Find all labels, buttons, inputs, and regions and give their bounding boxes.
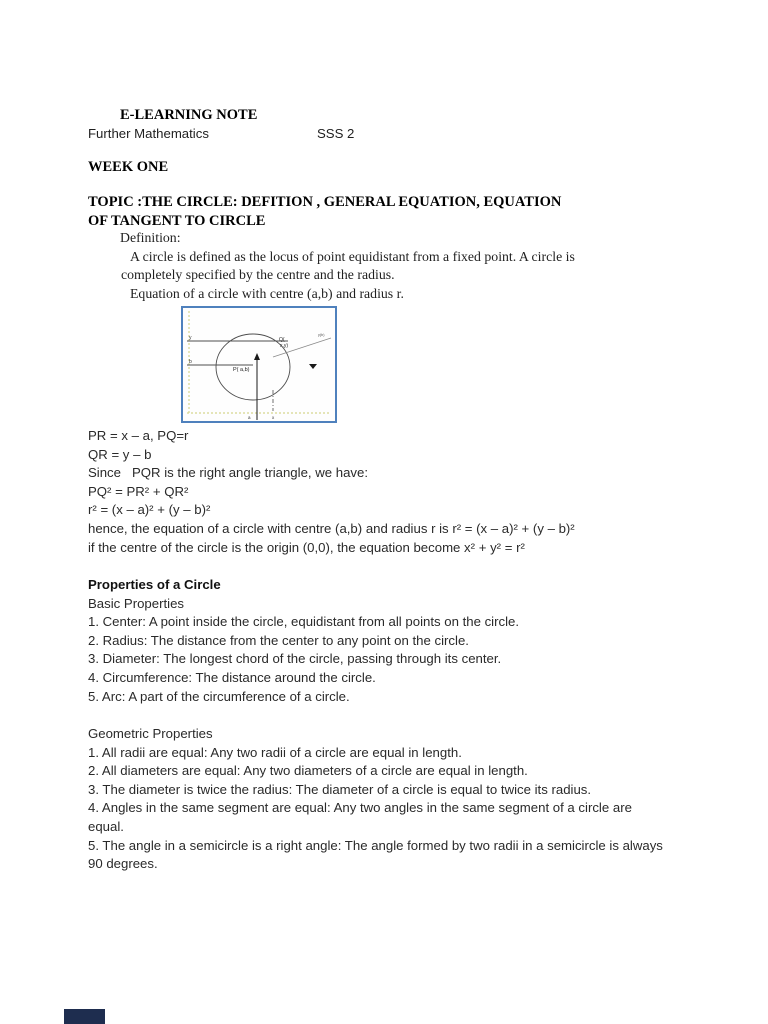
label-edge: y(b) xyxy=(318,333,325,337)
definition-text-line-1: A circle is defined as the locus of point equidistant from a fixed point. A circle is xyxy=(130,249,575,264)
geometric-properties-section xyxy=(88,725,670,874)
derivation-line: if the centre of the circle is the origin (0,0), the equation become x² + y² = r² xyxy=(88,539,525,555)
definition-text-line-2: completely specified by the centre and the radius. xyxy=(121,267,395,282)
topic-line-1: TOPIC :THE CIRCLE: DEFITION , GENERAL EQUATION, EQUATION xyxy=(88,194,562,210)
list-item: 3. The diameter is twice the radius: The diameter of a circle is equal to twice its radius. xyxy=(88,781,592,797)
list-item: 1. All radii are equal: Any two radii of a circle are equal in length. xyxy=(88,744,462,760)
derivation-line: PR = x – a, PQ=r xyxy=(88,428,189,443)
topic-line-2: OF TANGENT TO CIRCLE xyxy=(88,212,266,229)
list-item: 5. The angle in a semicircle is a right angle: The angle formed by two radii in a semicircle is always 90 degrees. xyxy=(88,837,663,872)
pointer-triangle-icon xyxy=(309,364,317,369)
class-level-label: SSS 2 xyxy=(317,126,355,141)
label-q-line2: x,y) xyxy=(280,343,289,349)
derivation-block xyxy=(88,427,688,557)
label-x-tick: x xyxy=(272,415,275,420)
topic-heading xyxy=(88,193,708,230)
subject-label: Further Mathematics xyxy=(88,126,209,141)
derivation-line: hence, the equation of a circle with centre (a,b) and radius r is r² = (x – a)² + (y – b)² xyxy=(88,520,575,536)
derivation-line: QR = y – b xyxy=(88,446,152,462)
basic-properties-section xyxy=(88,576,670,706)
page-title: E-LEARNING NOTE xyxy=(120,107,258,123)
list-item: 5. Arc: A part of the circumference of a circle. xyxy=(88,688,350,704)
list-item: 2. All diameters are equal: Any two diameters of a circle are equal in length. xyxy=(88,763,528,779)
label-center-p: P( a,b) xyxy=(233,367,250,373)
properties-title: Properties of a Circle xyxy=(88,577,221,592)
circle-diagram-svg xyxy=(183,308,335,421)
label-y: y xyxy=(189,335,192,341)
geometric-properties-subtitle: Geometric Properties xyxy=(88,726,213,741)
week-heading: WEEK ONE xyxy=(88,159,169,175)
label-b: b xyxy=(189,359,192,365)
list-item: 4. Circumference: The distance around the circle. xyxy=(88,669,376,685)
circle-diagram xyxy=(181,306,337,423)
label-a-tick: a xyxy=(248,415,251,420)
list-item: 1. Center: A point inside the circle, equidistant from all points on the circle. xyxy=(88,614,520,630)
arrowhead-up-icon xyxy=(254,353,260,360)
derivation-line: PQ² = PR² + QR² xyxy=(88,483,189,499)
circle-shape xyxy=(216,334,290,400)
list-item: 4. Angles in the same segment are equal: Any two angles in the same segment of a circle are equal. xyxy=(88,800,632,834)
definition-label: Definition: xyxy=(120,230,181,245)
list-item: 3. Diameter: The longest chord of the circle, passing through its center. xyxy=(88,651,502,667)
equation-intro-text: Equation of a circle with centre (a,b) and radius r. xyxy=(130,286,404,301)
next-page-fragment xyxy=(64,1009,105,1024)
derivation-line: Since PQR is the right angle triangle, we have: xyxy=(88,465,369,481)
basic-properties-subtitle: Basic Properties xyxy=(88,595,185,611)
derivation-line: r² = (x – a)² + (y – b)² xyxy=(88,502,211,518)
list-item: 2. Radius: The distance from the center to any point on the circle. xyxy=(88,632,469,648)
label-q-line1: Q( xyxy=(279,337,285,343)
